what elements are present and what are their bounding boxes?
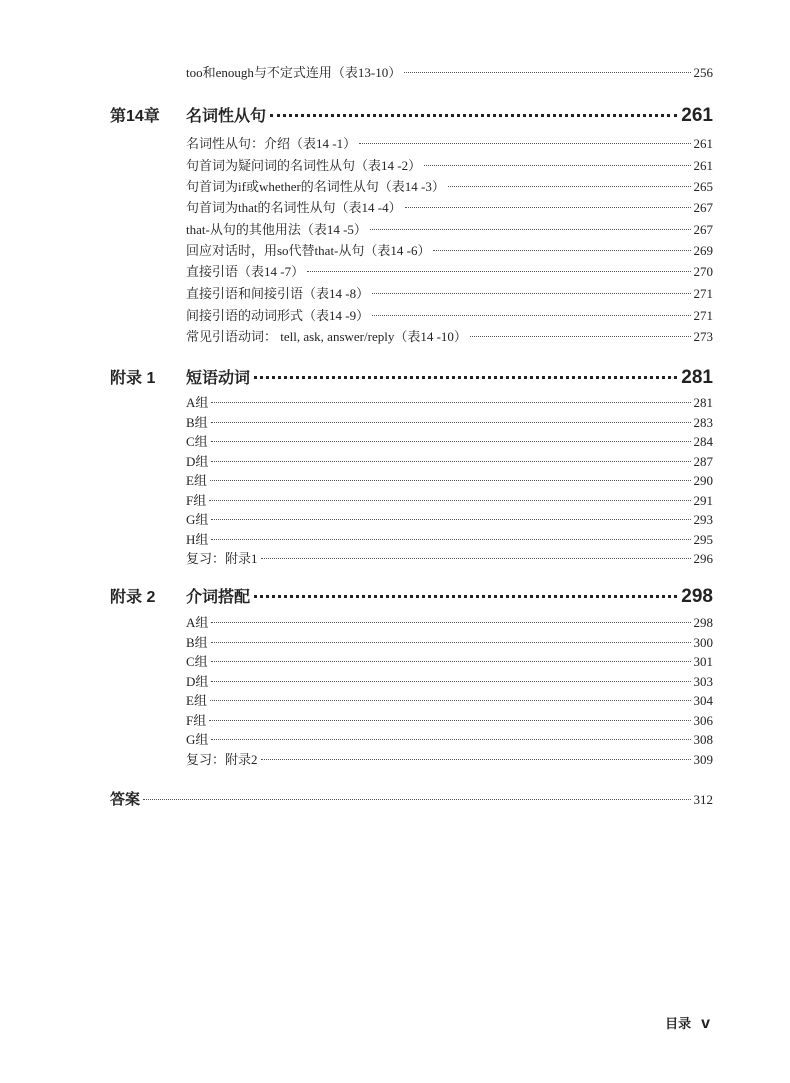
entry-page: 296 [693,551,713,566]
dot-leader [211,427,691,442]
dot-leader [424,151,690,166]
dot-leader [211,608,690,623]
entry-page: 267 [693,222,713,237]
entry-title: D组 [186,674,209,689]
entry-title: 句首词为that的名词性从句（表14 -4） [186,200,402,215]
dot-leader [211,628,691,643]
entry-title: 直接引语（表14 -7） [186,264,305,279]
entry-page: 270 [693,264,713,279]
entry-page: 306 [693,713,713,728]
dot-leader [254,581,677,598]
toc-entry [186,62,713,82]
dot-leader [211,647,691,662]
entry-title: A组 [186,615,209,630]
dot-leader [143,785,690,800]
entry-page: 261 [693,158,713,173]
dot-leader [270,100,677,117]
chapter-title: 名词性从句 [186,108,267,125]
entry-page: 309 [693,752,713,767]
entry-title: B组 [186,635,208,650]
toc-entry [186,749,713,769]
entry-title: 复习：附录1 [186,551,258,566]
entry-page: 291 [693,493,713,508]
entry-title: 复习：附录2 [186,752,258,767]
entry-title: B组 [186,415,208,430]
page-footer [665,1013,710,1033]
entry-page: 295 [693,532,713,547]
answers-page: 312 [693,792,713,807]
entry-title: that-从句的其他用法（表14 -5） [186,222,367,237]
entry-title: C组 [186,434,208,449]
dot-leader [372,301,690,316]
entry-page: 284 [693,434,713,449]
entry-page: 308 [693,732,713,747]
entry-title: F组 [186,713,207,728]
appendix-label: 附录 2 [110,589,156,606]
entry-page: 271 [693,308,713,323]
dot-leader [211,667,690,682]
entry-page: 287 [693,454,713,469]
toc-entry [186,548,713,568]
entry-title: G组 [186,732,209,747]
entry-title: F组 [186,493,207,508]
toc-entry [186,261,713,281]
dot-leader [372,279,690,294]
toc-entry [186,197,713,217]
appendix-title: 介词搭配 [186,589,251,606]
appendix-label: 附录 1 [110,370,156,387]
entry-page: 293 [693,512,713,527]
toc-entry [186,133,713,153]
entry-page: 300 [693,635,713,650]
dot-leader [210,466,691,481]
entry-title: 句首词为疑问词的名词性从句（表14 -2） [186,158,422,173]
appendix-heading [110,366,713,390]
dot-leader [448,172,691,187]
entry-page: 303 [693,674,713,689]
dot-leader [307,257,690,272]
dot-leader [211,725,690,740]
dot-leader [209,486,690,501]
entry-page: 261 [693,136,713,151]
toc-entry [186,326,713,346]
entry-page: 267 [693,200,713,215]
entry-title: 回应对话时，用so代替that-从句（表14 -6） [186,243,431,258]
dot-leader [261,544,691,559]
entry-page: 283 [693,415,713,430]
footer-page-number: v [701,1015,710,1032]
dot-leader [210,686,691,701]
entry-page: 269 [693,243,713,258]
dot-leader [404,58,690,73]
dot-leader [433,236,690,251]
entry-title: 直接引语和间接引语（表14 -8） [186,286,370,301]
entry-title: C组 [186,654,208,669]
entry-page: 301 [693,654,713,669]
entry-page: 281 [693,395,713,410]
entry-title: too和enough与不定式连用（表13-10） [186,65,402,80]
dot-leader [211,408,691,423]
dot-leader [211,525,690,540]
footer-label: 目录 [665,1016,692,1031]
appendix-title: 短语动词 [186,370,251,387]
dot-leader [211,388,690,403]
dot-leader [211,505,690,520]
appendix-page: 281 [681,367,713,388]
entry-page: 290 [693,473,713,488]
entry-page: 304 [693,693,713,708]
chapter-page: 261 [681,105,713,126]
dot-leader [209,706,690,721]
entry-title: 间接引语的动词形式（表14 -9） [186,308,370,323]
toc-entry [186,283,713,303]
entry-title: 常见引语动词： tell, ask, answer/reply（表14 -10） [186,329,467,344]
entry-title: 名词性从句：介绍（表14 -1） [186,136,357,151]
entry-title: 句首词为if或whether的名词性从句（表14 -3） [186,179,445,194]
dot-leader [211,447,690,462]
dot-leader [359,129,690,144]
entry-page: 298 [693,615,713,630]
chapter-heading [110,104,713,128]
entry-page: 273 [693,329,713,344]
dot-leader [261,745,691,760]
entry-title: D组 [186,454,209,469]
entry-page: 271 [693,286,713,301]
dot-leader [470,322,691,337]
appendix-heading [110,585,713,609]
appendix-page: 298 [681,586,713,607]
entry-title: H组 [186,532,209,547]
dot-leader [254,362,677,379]
entry-title: G组 [186,512,209,527]
answers-entry [110,789,713,809]
entry-page: 265 [693,179,713,194]
dot-leader [405,193,691,208]
entry-title: E组 [186,693,207,708]
entry-page: 256 [693,65,713,80]
chapter-label: 第14章 [110,108,160,125]
entry-title: A组 [186,395,209,410]
dot-leader [370,215,691,230]
entry-title: E组 [186,473,207,488]
answers-label: 答案 [110,791,141,808]
